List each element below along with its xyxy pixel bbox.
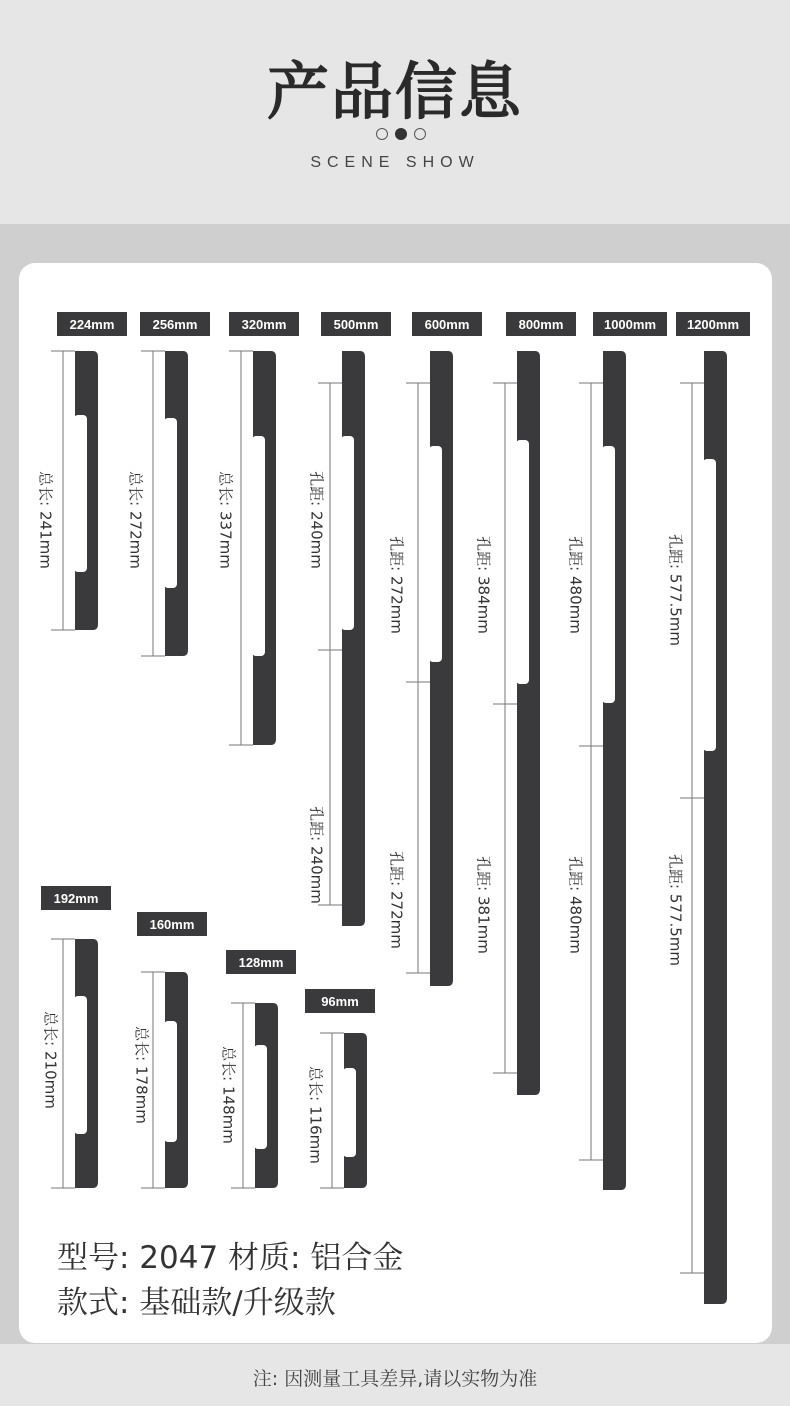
size-label: 256mm (152, 317, 198, 332)
dimension-label: 总长: 210mm (41, 1011, 60, 1109)
dimension-label: 孔距: 577.5mm (666, 854, 685, 966)
footer-note: 注: 因测量工具差异,请以实物为准 (252, 1368, 538, 1390)
dimension-label: 孔距: 272mm (387, 851, 406, 949)
size-label: 96mm (321, 994, 359, 1009)
handle-grip-recess (254, 1045, 267, 1149)
handle-grip-recess (341, 436, 354, 630)
size-label: 128mm (238, 955, 284, 970)
dimension-label: 孔距: 240mm (307, 806, 326, 904)
size-label: 800mm (518, 317, 564, 332)
dimension-label: 孔距: 240mm (307, 471, 326, 569)
dimension-label: 总长: 241mm (36, 471, 55, 569)
dimension-label: 总长: 337mm (216, 471, 235, 569)
handle-grip-recess (343, 1068, 356, 1157)
size-label: 192mm (53, 891, 99, 906)
handle-grip-recess (602, 446, 615, 703)
size-label: 160mm (149, 917, 195, 932)
dimension-label: 孔距: 384mm (474, 536, 493, 634)
dimension-label: 总长: 272mm (126, 471, 145, 569)
size-label: 1200mm (686, 317, 740, 332)
dimension-label: 孔距: 381mm (474, 856, 493, 954)
page-title: 产品信息 (266, 55, 523, 128)
handle-grip-recess (74, 996, 87, 1134)
dimension-label: 孔距: 480mm (566, 856, 585, 954)
handle-grip-recess (703, 459, 716, 751)
dimension-label: 总长: 148mm (219, 1046, 238, 1144)
size-label: 600mm (424, 317, 470, 332)
handle-grip-recess (429, 446, 442, 662)
dimension-label: 孔距: 577.5mm (666, 534, 685, 646)
dimension-label: 总长: 178mm (132, 1026, 151, 1124)
dimension-label: 孔距: 480mm (566, 536, 585, 634)
size-label: 224mm (69, 317, 115, 332)
handle-grip-recess (516, 440, 529, 684)
handle-grip-recess (74, 415, 87, 572)
dimension-label: 总长: 116mm (306, 1066, 325, 1164)
page-subtitle: SCENE SHOW (310, 154, 480, 171)
size-label: 1000mm (603, 317, 657, 332)
handle-grip-recess (164, 418, 177, 588)
size-label: 320mm (241, 317, 287, 332)
spec-style: 款式: 基础款/升级款 (57, 1285, 336, 1321)
spec-model-material: 型号: 2047 材质: 铝合金 (57, 1240, 404, 1276)
size-label: 500mm (333, 317, 379, 332)
handle-grip-recess (164, 1021, 177, 1142)
handle-grip-recess (252, 436, 265, 656)
dimension-label: 孔距: 272mm (387, 536, 406, 634)
